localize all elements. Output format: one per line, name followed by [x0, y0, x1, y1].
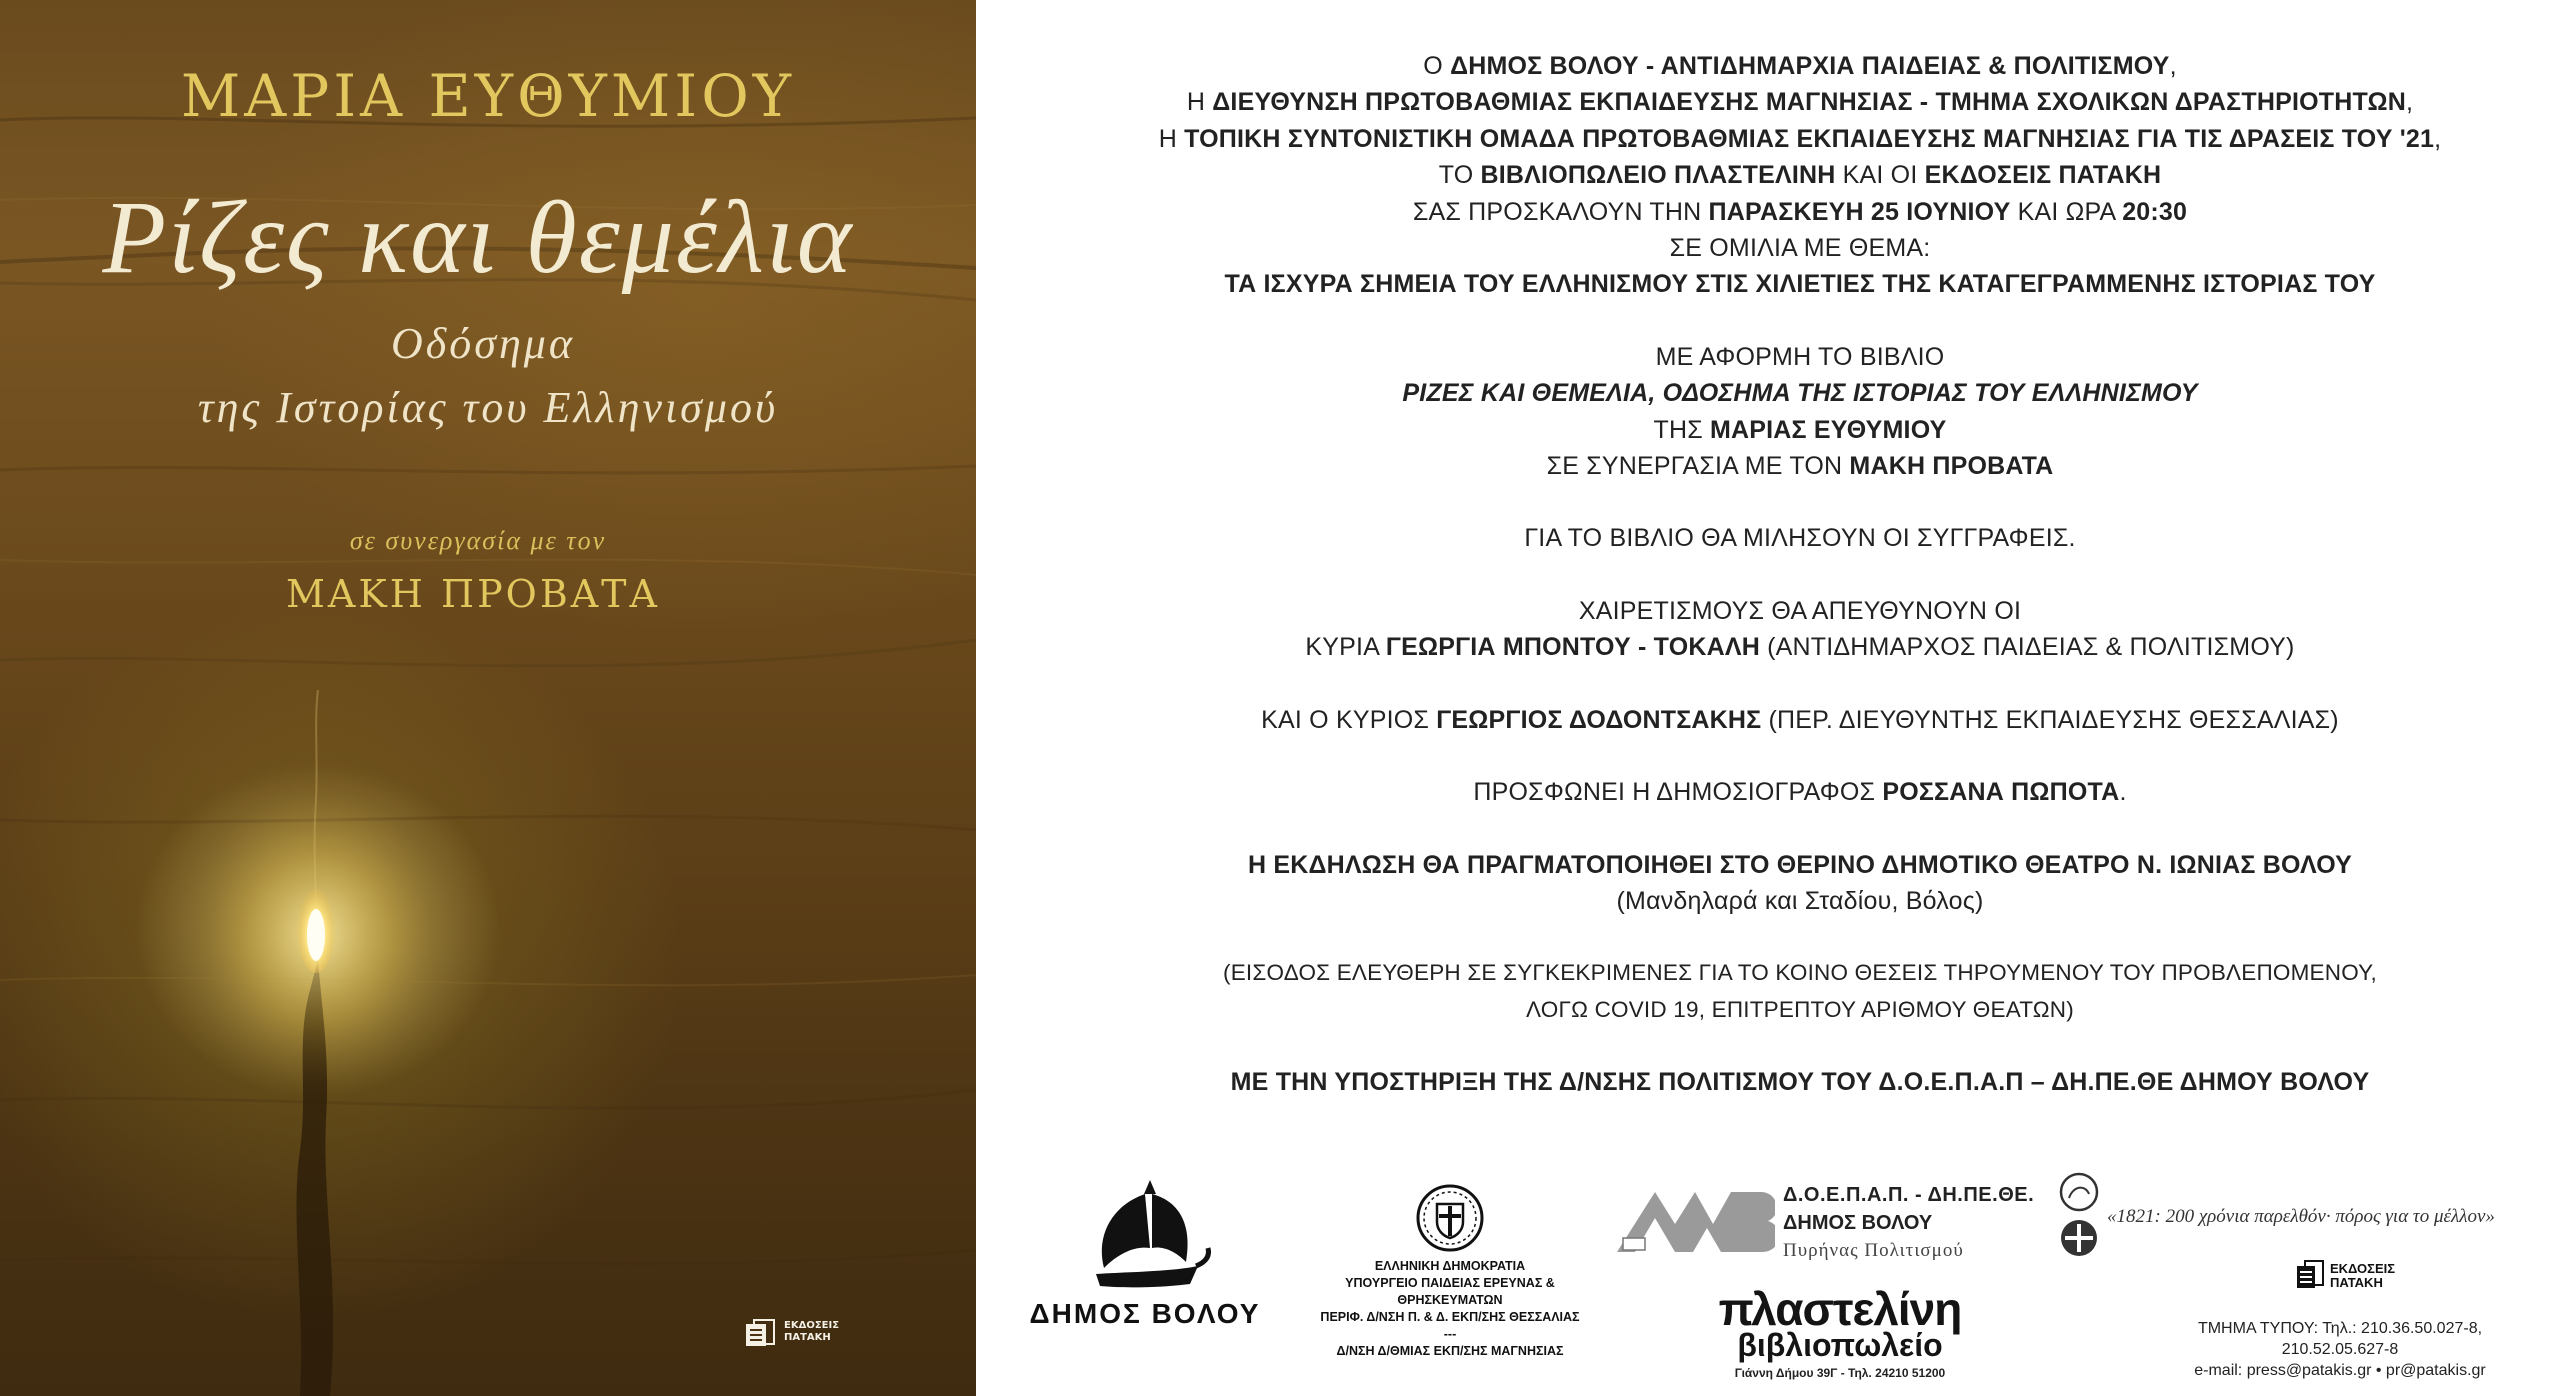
line-organizer-2: Η ΔΙΕΥΘΥΝΣΗ ΠΡΩΤΟΒΑΘΜΙΑΣ ΕΚΠΑΙΔΕΥΣΗΣ ΜΑΓΝΗΣΙΑΣ - ΤΜΗΜΑ ΣΧΟΛΙΚΩΝ ΔΡΑΣΤΗΡΙΟΤΗΤΩΝ,: [1186, 88, 2414, 117]
doepap-subtitle: ΔΗΜΟΣ ΒΟΛΟΥ: [1783, 1212, 1933, 1234]
line-speakers: ΓΙΑ ΤΟ ΒΙΒΛΙΟ ΘΑ ΜΙΛΗΣΟΥΝ ΟΙ ΣΥΓΓΡΑΦΕΙΣ.: [1524, 524, 2076, 553]
cover-subtitle-line2: της Ιστορίας του Ελληνισμού: [197, 383, 779, 432]
doepap-title: Δ.Ο.Ε.Π.Α.Π. - ΔΗ.ΠΕ.ΘΕ.: [1783, 1184, 2035, 1206]
pataki-label: ΕΚΔΟΣΕΙΣ ΠΑΤΑΚΗ: [2330, 1261, 2396, 1290]
cover-author: ΜΑΡΙΑ ΕΥΘΥΜΙΟΥ: [180, 62, 796, 130]
line-venue-address: (Μανδηλαρά και Σταδίου, Βόλος): [1616, 886, 1984, 915]
cover-subtitle-line1: Οδόσημα: [391, 319, 575, 368]
line-organizer-3: Η ΤΟΠΙΚΗ ΣΥΝΤΟΝΙΣΤΙΚΗ ΟΜΑΔΑ ΠΡΩΤΟΒΑΘΜΙΑΣ ΕΚΠΑΙΔΕΥΣΗΣ ΜΑΓΝΗΣΙΑΣ ΓΙΑ ΤΙΣ ΔΡΑΣΕΙΣ ΤΟΥ '21,: [1158, 124, 2442, 153]
dimos-volou-name: ΔΗΜΟΣ ΒΟΛΟΥ: [1029, 1298, 1261, 1329]
press-email: e-mail: press@patakis.gr • pr@patakis.gr: [2194, 1362, 2486, 1379]
pataki-logo-icon: [744, 1316, 780, 1352]
1821-motto: «1821: 200 χρόνια παρελθόν· πόρος για το μέλλον»: [2107, 1206, 2495, 1227]
line-topic: ΤΑ ΙΣΧΥΡΑ ΣΗΜΕΙΑ ΤΟΥ ΕΛΛΗΝΙΣΜΟΥ ΣΤΙΣ ΧΙΛΙΕΤΙΕΣ ΤΗΣ ΚΑΤΑΓΕΓΡΑΜΜΕΝΗΣ ΙΣΤΟΡΙΑΣ ΤΟΥ: [1224, 270, 2376, 299]
press-phone-2: 210.52.05.627-8: [2281, 1341, 2399, 1358]
line-host: ΠΡΟΣΦΩΝΕΙ Η ΔΗΜΟΣΙΟΓΡΑΦΟΣ ΡΟΣΣΑΝΑ ΠΩΠΟΤΑ.: [1473, 778, 2127, 807]
press-phone-1: ΤΜΗΜΑ ΤΥΠΟΥ: Τηλ.: 210.36.50.027-8,: [2197, 1320, 2483, 1337]
logo-1821: [2055, 1168, 2560, 1268]
ministry-text: ΕΛΛΗΝΙΚΗ ΔΗΜΟΚΡΑΤΙΑ ΥΠΟΥΡΓΕΙΟ ΠΑΙΔΕΙΑΣ ΕΡΕΥΝΑΣ & ΘΡΗΣΚΕΥΜΑΤΩΝ ΠΕΡΙΦ. Δ/ΝΣΗ Π. & Δ. ΕΚΠ/ΣΗΣ ΘΕΣΣΑΛΙΑΣ --- Δ/ΝΣΗ Δ/ΘΜΙΑΣ ΕΚΠ/ΣΗΣ ΜΑΓΝΗΣΙΑΣ: [1320, 1259, 1580, 1358]
1821-emblem-icon: [2055, 1168, 2105, 1268]
cover-coauthor: ΜΑΚΗ ΠΡΟΒΑΤΑ: [286, 572, 660, 616]
line-greeting-2: ΚΑΙ Ο ΚΥΡΙΟΣ ΓΕΩΡΓΙΟΣ ΔΟΔΟΝΤΣΑΚΗΣ (ΠΕΡ. ΔΙΕΥΘΥΝΤΗΣ ΕΚΠΑΙΔΕΥΣΗΣ ΘΕΣΣΑΛΙΑΣ): [1261, 705, 2339, 734]
plasteline-name: πλαστελίνη: [1718, 1283, 1962, 1335]
line-book-coauthor: ΣΕ ΣΥΝΕΡΓΑΣΙΑ ΜΕ ΤΟΝ ΜΑΚΗ ΠΡΟΒΑΤΑ: [1546, 452, 2054, 481]
ministry-logo: [1295, 1180, 1605, 1380]
line-book-title: ΡΙΖΕΣ ΚΑΙ ΘΕΜΕΛΙΑ, ΟΔΟΣΗΜΑ ΤΗΣ ΙΣΤΟΡΙΑΣ ΤΟΥ ΕΛΛΗΝΙΣΜΟΥ: [1402, 379, 2198, 408]
line-entry-note-1: (ΕΙΣΟΔΟΣ ΕΛΕΥΘΕΡΗ ΣΕ ΣΥΓΚΕΚΡΙΜΕΝΕΣ ΓΙΑ ΤΟ ΚΟΙΝΟ ΘΕΣΕΙΣ ΤΗΡΟΥΜΕΝΟΥ ΤΟΥ ΠΡΟΒΛΕΠΟΜΕΝΟΥ,: [1223, 960, 2377, 986]
cover-title: Ρίζες και θεμέλια: [102, 180, 854, 295]
line-book-intro: ΜΕ ΑΦΟΡΜΗ ΤΟ ΒΙΒΛΙΟ: [1655, 342, 1945, 371]
plasteline-logo: [1690, 1283, 1990, 1386]
pataki-logo: [2296, 1258, 2416, 1298]
theatre-masks-icon: [1615, 1180, 1775, 1260]
plasteline-address: Γιάννη Δήμου 39Γ - Τηλ. 24210 51200: [1734, 1366, 1946, 1380]
plasteline-bookstore: βιβλιοπωλείο: [1737, 1327, 1943, 1363]
pataki-books-icon: [2296, 1258, 2328, 1292]
invitation-text: [1080, 48, 2520, 1101]
line-organizer-1: Ο ΔΗΜΟΣ ΒΟΛΟΥ - ΑΝΤΙΔΗΜΑΡΧΙΑ ΠΑΙΔΕΙΑΣ & ΠΟΛΙΤΙΣΜΟΥ,: [1423, 52, 2177, 80]
line-book-author: ΤΗΣ ΜΑΡΙΑΣ ΕΥΘΥΜΙΟΥ: [1653, 415, 1947, 444]
line-greeting-1: ΚΥΡΙΑ ΓΕΩΡΓΙΑ ΜΠΟΝΤΟΥ - ΤΟΚΑΛΗ (ΑΝΤΙΔΗΜΑΡΧΟΣ ΠΑΙΔΕΙΑΣ & ΠΟΛΙΤΙΣΜΟΥ): [1305, 633, 2295, 662]
dimos-volou-logo: [1010, 1176, 1280, 1336]
line-support: ΜΕ ΤΗΝ ΥΠΟΣΤΗΡΙΞΗ ΤΗΣ Δ/ΝΣΗΣ ΠΟΛΙΤΙΣΜΟΥ ΤΟΥ Δ.Ο.Ε.Π.Α.Π – ΔΗ.ΠΕ.ΘΕ ΔΗΜΟΥ ΒΟΛΟΥ: [1230, 1068, 2370, 1097]
press-contact: [2120, 1318, 2560, 1381]
book-cover: [0, 0, 976, 1396]
doepap-logo: [1615, 1180, 2035, 1270]
ship-icon: [1010, 1176, 1280, 1296]
line-topic-intro: ΣΕ ΟΜΙΛΙΑ ΜΕ ΘΕΜΑ:: [1669, 234, 1931, 263]
line-entry-note-2: ΛΟΓΩ COVID 19, ΕΠΙΤΡΕΠΤΟΥ ΑΡΙΘΜΟΥ ΘΕΑΤΩΝ): [1526, 996, 2074, 1022]
line-venue: Η ΕΚΔΗΛΩΣΗ ΘΑ ΠΡΑΓΜΑΤΟΠΟΙΗΘΕΙ ΣΤΟ ΘΕΡΙΝΟ ΔΗΜΟΤΙΚΟ ΘΕΑΤΡΟ Ν. ΙΩΝΙΑΣ ΒΟΛΟΥ: [1247, 850, 2353, 879]
greek-emblem-icon: [1295, 1180, 1605, 1256]
doepap-tagline: Πυρήνας Πολιτισμού: [1783, 1240, 1964, 1261]
cover-publisher-logo: [744, 1316, 840, 1356]
cover-collab-text: σε συνεργασία με τον: [349, 526, 607, 555]
line-greetings-intro: ΧΑΙΡΕΤΙΣΜΟΥΣ ΘΑ ΑΠΕΥΘΥΝΟΥΝ ΟΙ: [1578, 596, 2022, 625]
line-date-time: ΣΑΣ ΠΡΟΣΚΑΛΟΥΝ ΤΗΝ ΠΑΡΑΣΚΕΥΗ 25 ΙΟΥΝΙΟΥ ΚΑΙ ΩΡΑ 20:30: [1412, 197, 2188, 226]
cover-publisher-label: ΕΚΔΟΣΕΙΣ ΠΑΤΑΚΗ: [784, 1320, 840, 1343]
line-organizer-4: ΤΟ ΒΙΒΛΙΟΠΩΛΕΙΟ ΠΛΑΣΤΕΛΙΝΗ ΚΑΙ ΟΙ ΕΚΔΟΣΕΙΣ ΠΑΤΑΚΗ: [1438, 161, 2162, 190]
